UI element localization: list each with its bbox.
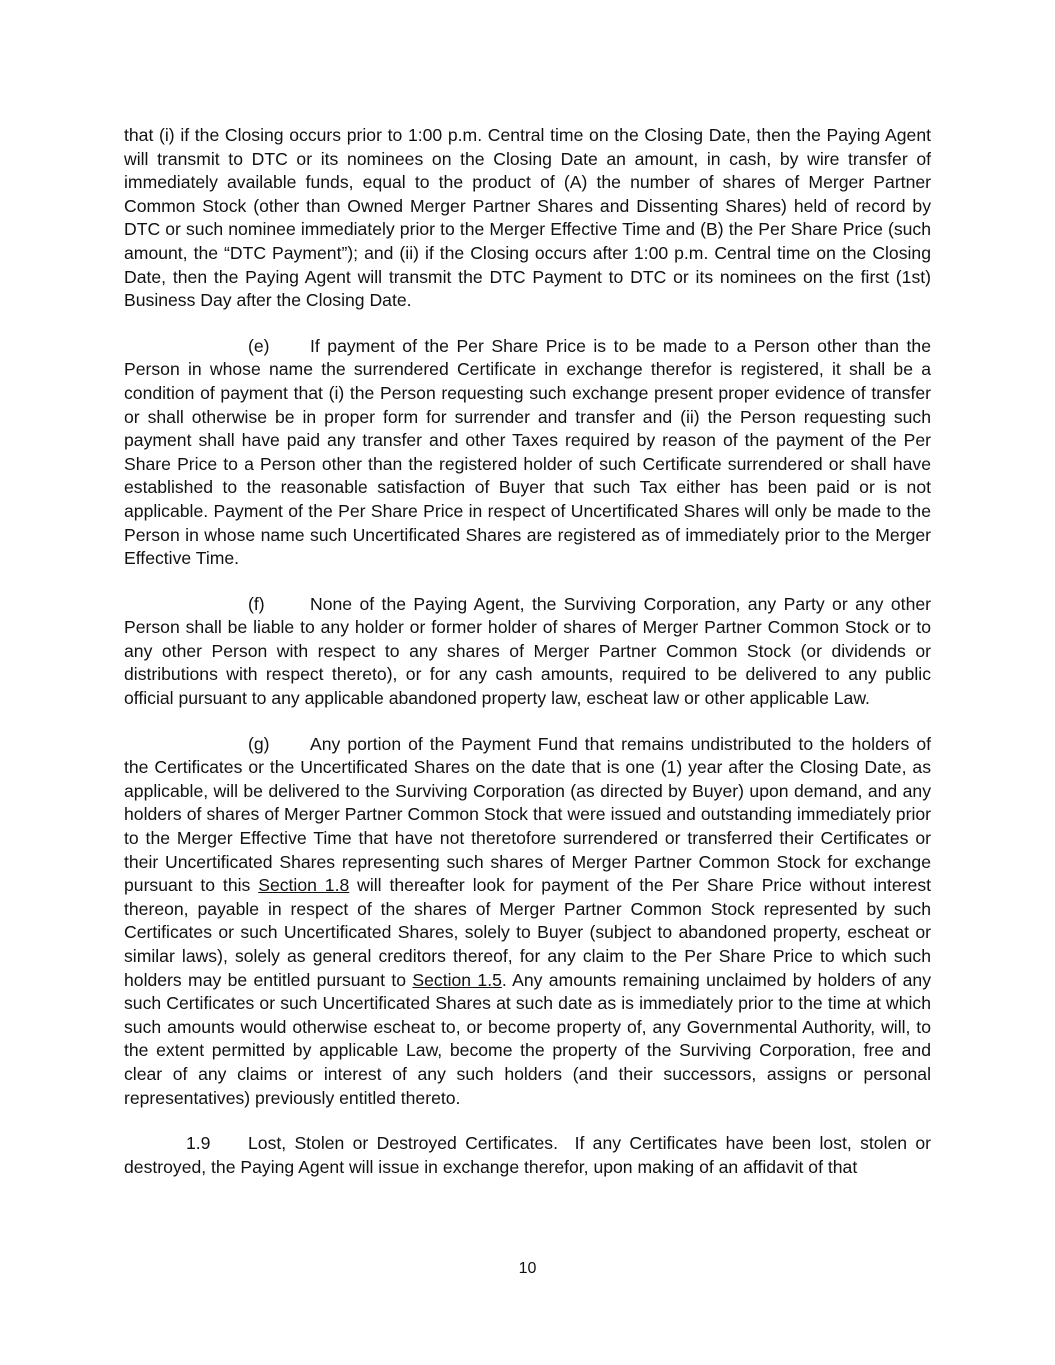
paragraph-d-continuation [124,124,931,313]
section-reference-1-5: Section 1.5 [412,969,502,990]
paragraph-text: Any portion of the Payment Fund that remains undistributed to the holders of the Certificates or the Uncertificated Shares on the date that is one (1) year after the Closing Date, as applicable, will be delivered to the Surviving Corporation (as directed by Buyer) upon demand, and any holders of shares of Merger Partner Common Stock that were issued and outstanding immediately prior to the Merger Effective Time that have not theretofore surrendered or transferred their Certificates or their Uncertificated Shares representing such shares of Merger Partner Common Stock for exchange pursuant to this [124,733,931,896]
paragraph-f [124,593,931,711]
document-body [124,124,931,1201]
paragraph-text: If any Certificates have been lost, stolen or destroyed, the Paying Agent will issue in exchange therefor, upon making of an affidavit of that [124,1133,931,1177]
paragraph-g [124,733,931,1111]
section-1-9 [124,1132,931,1179]
subsection-marker-e: (e) [248,335,270,356]
section-reference-1-8: Section 1.8 [258,875,350,896]
subsection-marker-g: (g) [248,733,270,754]
section-number: 1.9 [186,1133,211,1154]
section-heading: Lost, Stolen or Destroyed Certificates. [248,1133,558,1154]
paragraph-text: that (i) if the Closing occurs prior to 1:00 p.m. Central time on the Closing Date, then the Paying Agent will transmit to DTC or its nominees on the Closing Date an amount, in cash, by wire transfer of immediately available funds, equal to the product of (A) the number of shares of Merger Partner Common Stock (other than Owned Merger Partner Shares and Dissenting Shares) held of record by DTC or such nominee immediately prior to the Merger Effective Time and (B) the Per Share Price (such amount, the “DTC Payment”); and (ii) if the Closing occurs after 1:00 p.m. Central time on the Closing Date, then the Paying Agent will transmit the DTC Payment to DTC or its nominees on the first (1st) Business Day after the Closing Date. [124,125,931,311]
paragraph-text: If payment of the Per Share Price is to be made to a Person other than the Person in whose name the surrendered Certificate in exchange therefor is registered, it shall be a condition of payment that (i) the Person requesting such exchange present proper evidence of transfer or shall otherwise be in proper form for surrender and transfer and (ii) the Person requesting such payment shall have paid any transfer and other Taxes required by reason of the payment of the Per Share Price to a Person other than the registered holder of such Certificate surrendered or shall have established to the reasonable satisfaction of Buyer that such Tax either has been paid or is not applicable. Payment of the Per Share Price in respect of Uncertificated Shares will only be made to the Person in whose name such Uncertificated Shares are registered as of immediately prior to the Merger Effective Time. [124,335,931,569]
paragraph-text: will thereafter look for payment of the Per Share Price without interest thereon, payable in respect of the shares of Merger Partner Common Stock represented by such Certificates or such Uncertificated Shares, solely to Buyer (subject to abandoned property, escheat or similar laws), solely as general creditors thereof, for any claim to the Per Share Price to which such holders may be entitled pursuant to [124,875,932,990]
page-number: 10 [518,1260,537,1277]
subsection-marker-f: (f) [248,593,265,614]
paragraph-e [124,335,931,571]
paragraph-text: . Any amounts remaining unclaimed by holders of any such Certificates or such Uncertificated Shares at such date as is immediately prior to the time at which such amounts would otherwise escheat to, or become property of, any Governmental Authority, will, to the extent permitted by applicable Law, become the property of the Surviving Corporation, free and clear of any claims or interest of any such holders (and their successors, assigns or personal representatives) previously entitled thereto. [124,969,932,1108]
paragraph-text: None of the Paying Agent, the Surviving Corporation, any Party or any other Person shall be liable to any holder or former holder of shares of Merger Partner Common Stock or to any other Person with respect to any shares of Merger Partner Common Stock (or dividends or distributions with respect thereto), or for any cash amounts, required to be delivered to any public official pursuant to any applicable abandoned property law, escheat law or other applicable Law. [124,593,931,709]
